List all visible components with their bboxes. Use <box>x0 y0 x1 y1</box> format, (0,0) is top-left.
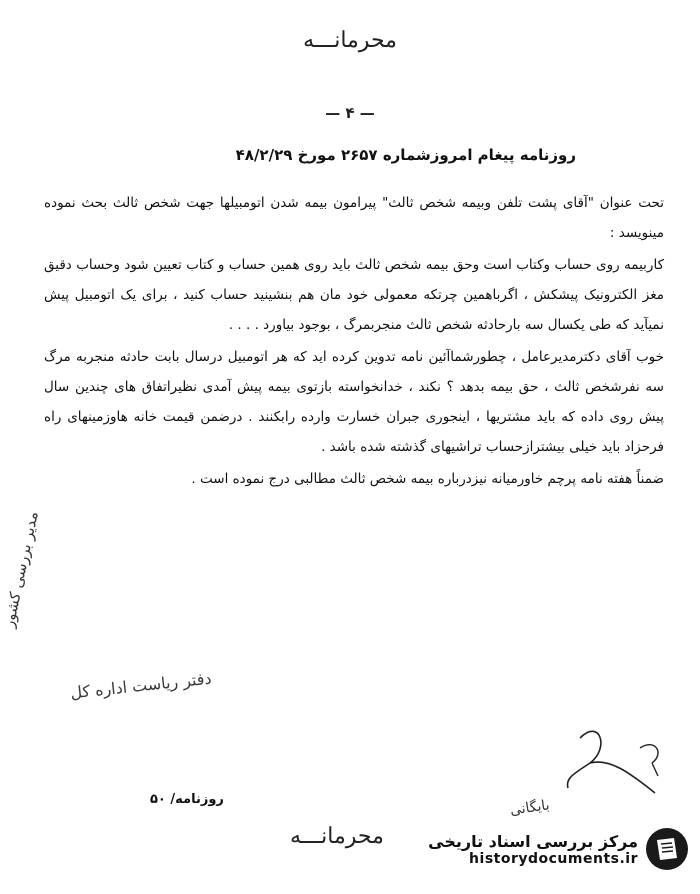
header-classification-stamp: محرمانـــه <box>303 28 397 53</box>
watermark-url: historydocuments.ir <box>469 850 638 867</box>
document-body <box>44 188 664 496</box>
newspaper-reference: روزنامه پیغام امروزشماره ۲۶۵۷ مورخ ۴۸/۲/۲۹ <box>235 146 576 164</box>
footer-classification-stamp: محرمانـــه <box>290 824 384 849</box>
page-number: — ۴ — <box>325 104 375 122</box>
watermark-arabic: مرکز بررسی اسناد تاریخی <box>428 831 638 851</box>
archive-logo-icon <box>644 826 690 872</box>
handwritten-footer-note: بایگانی <box>509 797 551 819</box>
watermark <box>428 826 690 872</box>
paragraph-4: ضمناً هفته نامه پرچم خاورمیانه نیزدرباره بیمه شخص ثالث مطالبی درج نموده است . <box>191 471 664 487</box>
footer-reference: روزنامه/ ۵۰ <box>150 792 224 807</box>
handwritten-note: دفتر ریاست اداره کل <box>69 668 213 703</box>
paragraph-1: تحت عنوان "آقای پشت تلفن وبیمه شخص ثالث" پیرامون بیمه شدن اتومبیلها جهت شخص ثالث بحث نموده مینویسد : <box>44 195 664 241</box>
paragraph-3: خوب آقای دکترمدیرعامل ، چطورشماآئین نامه تدوین کرده اید که هر اتومبیل درسال بابت حادثه منجربه مرگ سه نفرشخص ثالث ، حق بیمه بدهد ؟ نکند ، خدانخواسته بازتوی بیمه پیش آمدی نظیراتفاق های چندین سال پیش روی داده که باید مشتریها ، اینجوری جبران خسارت وارده رابکنند . درضمن قیمت خانه هاوزمینهای راه فرحزاد باید خیلی بیشترازحساب تراشیهای گذشته شده باشد . <box>44 349 664 455</box>
handwritten-margin-note: مدیر بررسی کشور <box>0 509 42 630</box>
paragraph-2: کاربیمه روی حساب وکتاب است وحق بیمه شخص ثالث باید روی همین حساب و کتاب تعیین شود وحساب دقیق مغز الکترونیک پیشکش ، اگرباهمین چرتکه معمولی خود مان هم بنشینید حساب کنید ، برای یک اتومبیل پیش نمیآید که طی یکسال سه بارحادثه شخص ثالث منجربمرگ ، بوجود بیاورد . . . . <box>44 257 664 333</box>
watermark-text <box>428 832 638 867</box>
signature-icon <box>560 718 670 798</box>
